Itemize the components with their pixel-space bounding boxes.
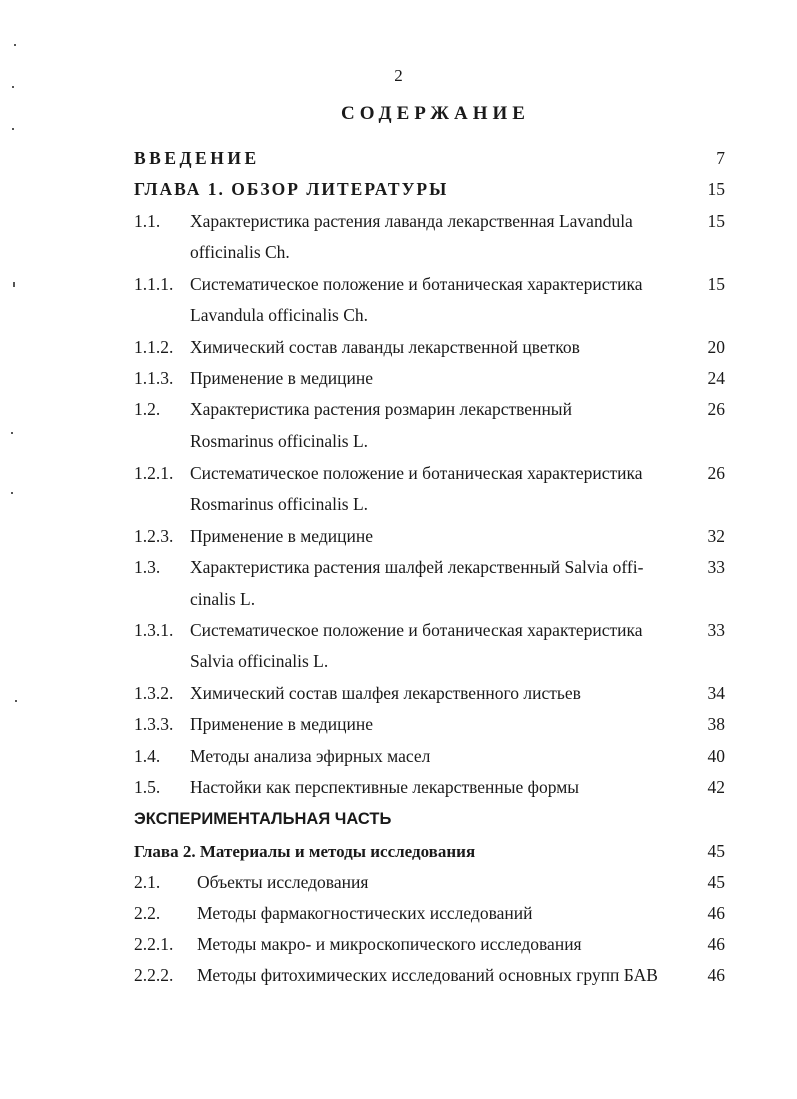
entry-text: Методы макро- и микроскопического исследования — [197, 934, 582, 954]
heading-label: ГЛАВА 1. ОБЗОР ЛИТЕРАТУРЫ — [134, 179, 449, 199]
entry-text: Характеристика растения шалфей лекарственный Salvia offi- — [190, 557, 644, 577]
entry-number: 1.3.2. — [134, 683, 174, 703]
entry-text: Систематическое положение и ботаническая характеристика — [190, 620, 643, 640]
scan-speck — [15, 700, 17, 702]
scan-speck — [11, 492, 13, 494]
page-ref: 26 — [707, 463, 725, 483]
entry-text: Применение в медицине — [190, 526, 373, 546]
entry-text: Методы фитохимических исследований основных групп БАВ — [197, 965, 658, 985]
page-ref: 20 — [707, 337, 725, 357]
entry-number: 1.2. — [134, 399, 161, 419]
page-ref: 42 — [707, 777, 725, 797]
entry-number: 1.3. — [134, 557, 161, 577]
page-ref: 15 — [707, 179, 725, 199]
scan-speck — [12, 128, 14, 130]
entry-text: Rosmarinus officinalis L. — [190, 494, 369, 514]
page-ref: 26 — [707, 399, 725, 419]
toc-title: СОДЕРЖАНИЕ — [341, 103, 530, 124]
entry-number: 1.1.2. — [134, 337, 174, 357]
page-ref: 7 — [716, 148, 725, 168]
entry-text: Настойки как перспективные лекарственные формы — [190, 777, 580, 797]
entry-text: Lavandula officinalis Ch. — [190, 305, 369, 325]
entry-number: 1.2.1. — [134, 463, 174, 483]
entry-number: 1.1.1. — [134, 274, 174, 294]
entry-number: 2.2. — [134, 903, 161, 923]
page-ref: 46 — [707, 903, 725, 923]
scan-speck — [13, 282, 15, 287]
page-ref: 33 — [707, 557, 725, 577]
scan-speck — [14, 44, 16, 46]
heading-label: ЭКСПЕРИМЕНТАЛЬНАЯ ЧАСТЬ — [134, 810, 392, 828]
entry-text: Применение в медицине — [190, 714, 373, 734]
entry-text: Химический состав шалфея лекарственного листьев — [190, 683, 581, 703]
entry-text: Химический состав лаванды лекарственной цветков — [190, 337, 580, 357]
entry-number: 2.1. — [134, 872, 161, 892]
entry-number: 1.4. — [134, 746, 161, 766]
entry-text: Методы анализа эфирных масел — [190, 746, 431, 766]
entry-number: 1.2.3. — [134, 526, 174, 546]
entry-number: 1.3.1. — [134, 620, 174, 640]
entry-text: Salvia officinalis L. — [190, 651, 329, 671]
page-ref: 38 — [707, 714, 725, 734]
page-ref: 46 — [707, 965, 725, 985]
page-ref: 46 — [707, 934, 725, 954]
heading-label: Глава 2. Материалы и методы исследования — [134, 842, 476, 861]
entry-number: 2.2.2. — [134, 965, 174, 985]
heading-label: ВВЕДЕНИЕ — [134, 148, 260, 168]
page-ref: 15 — [707, 211, 725, 231]
scan-speck — [12, 86, 14, 88]
entry-text: officinalis Ch. — [190, 242, 290, 262]
page-number: 2 — [394, 66, 403, 85]
entry-text: Методы фармакогностических исследований — [197, 903, 533, 923]
entry-text: Характеристика растения розмарин лекарственный — [190, 399, 572, 419]
page-ref: 15 — [707, 274, 725, 294]
entry-number: 2.2.1. — [134, 934, 174, 954]
page-ref: 34 — [707, 683, 725, 703]
page-ref: 32 — [707, 526, 725, 546]
entry-number: 1.1. — [134, 211, 161, 231]
entry-number: 1.1.3. — [134, 368, 174, 388]
entry-number: 1.3.3. — [134, 714, 174, 734]
entry-number: 1.5. — [134, 777, 161, 797]
entry-text: Rosmarinus officinalis L. — [190, 431, 369, 451]
entry-text: Систематическое положение и ботаническая характеристика — [190, 274, 643, 294]
scan-speck — [11, 432, 13, 434]
page-ref: 24 — [707, 368, 725, 388]
page-ref: 33 — [707, 620, 725, 640]
entry-text: Объекты исследования — [197, 872, 369, 892]
entry-text: Характеристика растения лаванда лекарственная Lavandula — [190, 211, 633, 231]
page-ref: 45 — [707, 841, 725, 861]
page-ref: 45 — [707, 872, 725, 892]
page-ref: 40 — [707, 746, 725, 766]
entry-text: cinalis L. — [190, 589, 256, 609]
entry-text: Систематическое положение и ботаническая характеристика — [190, 463, 643, 483]
entry-text: Применение в медицине — [190, 368, 373, 388]
